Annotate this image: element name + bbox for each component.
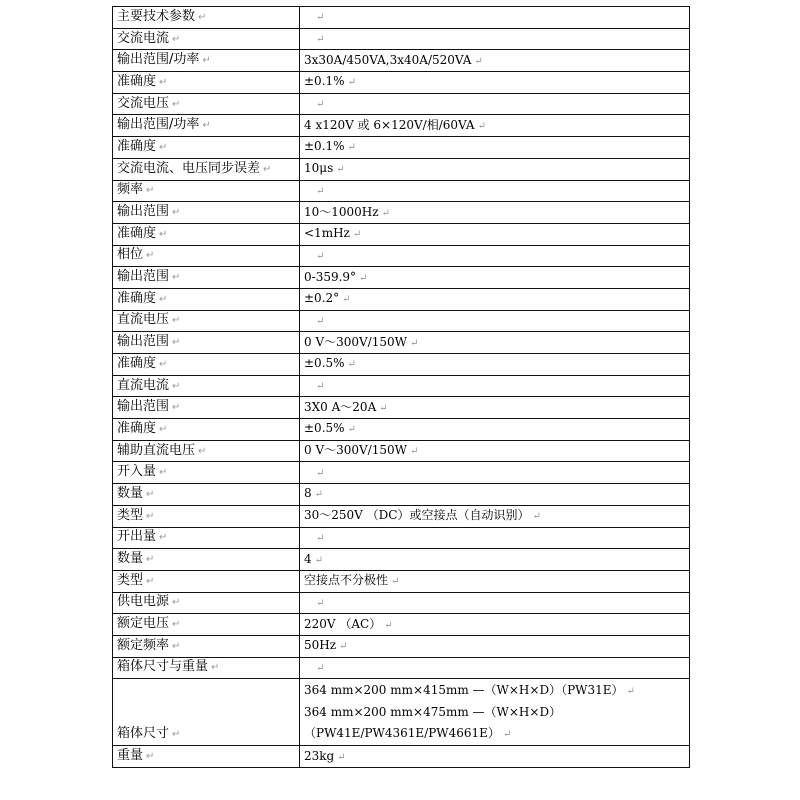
spec-row xyxy=(113,505,690,527)
spec-label-cell xyxy=(113,354,300,376)
spec-label-cell xyxy=(113,484,300,506)
spec-row xyxy=(113,202,690,224)
paragraph-mark-icon: ↵ xyxy=(626,685,635,697)
spec-label-cell xyxy=(113,419,300,441)
spec-value-cell xyxy=(300,28,690,50)
paragraph-mark-icon: ↵ xyxy=(172,337,181,349)
paragraph-mark-icon: ↵ xyxy=(159,532,168,544)
spec-row xyxy=(113,592,690,614)
spec-label: 类型 xyxy=(117,572,144,588)
spec-label-cell xyxy=(113,570,300,592)
paragraph-mark-icon: ↵ xyxy=(316,185,325,197)
paragraph-mark-icon: ↵ xyxy=(146,510,155,522)
spec-label: 输出范围/功率 xyxy=(117,117,200,133)
spec-label-cell xyxy=(113,245,300,267)
paragraph-mark-icon: ↵ xyxy=(339,641,348,653)
spec-label-cell xyxy=(113,50,300,72)
spec-value: 3X0 A～20A xyxy=(304,399,377,414)
spec-row xyxy=(113,223,690,245)
spec-row xyxy=(113,462,690,484)
spec-table xyxy=(112,6,690,768)
spec-value-cell xyxy=(300,93,690,115)
spec-row xyxy=(113,50,690,72)
spec-value-cell xyxy=(300,484,690,506)
spec-row xyxy=(113,354,690,376)
paragraph-mark-icon: ↵ xyxy=(502,728,512,740)
spec-value-cell xyxy=(300,505,690,527)
dimension-text: 364 mm×200 mm×475mm —（W×H×D） xyxy=(304,704,562,719)
spec-label-cell xyxy=(113,592,300,614)
paragraph-mark-icon: ↵ xyxy=(314,554,324,566)
spec-row xyxy=(113,440,690,462)
paragraph-mark-icon: ↵ xyxy=(384,619,393,631)
spec-row xyxy=(113,549,690,571)
paragraph-mark-icon: ↵ xyxy=(347,424,356,436)
spec-value-cell xyxy=(300,570,690,592)
paragraph-mark-icon: ↵ xyxy=(316,250,325,262)
spec-label-cell xyxy=(113,527,300,549)
spec-label: 准确度 xyxy=(117,138,157,154)
paragraph-mark-icon: ↵ xyxy=(211,662,220,674)
spec-label: 开出量 xyxy=(117,529,157,545)
spec-row xyxy=(113,7,690,29)
paragraph-mark-icon: ↵ xyxy=(316,467,325,479)
paragraph-mark-icon: ↵ xyxy=(172,98,181,110)
spec-value: 10μs xyxy=(304,161,334,176)
spec-value-cell xyxy=(300,397,690,419)
spec-label-cell xyxy=(113,614,300,636)
spec-value-cell xyxy=(300,592,690,614)
paragraph-mark-icon: ↵ xyxy=(146,751,155,763)
spec-value: 30～250V （DC）或空接点（自动识别） xyxy=(304,508,530,523)
paragraph-mark-icon: ↵ xyxy=(409,446,419,458)
spec-label: 额定电压 xyxy=(117,616,170,632)
spec-label-cell xyxy=(113,115,300,137)
paragraph-mark-icon: ↵ xyxy=(172,619,181,631)
spec-label-cell xyxy=(113,332,300,354)
spec-label: 准确度 xyxy=(117,73,157,89)
paragraph-mark-icon: ↵ xyxy=(146,250,155,262)
spec-label-cell xyxy=(113,158,300,180)
dimension-text: （PW41E/PW4361E/PW4661E） xyxy=(304,725,500,740)
spec-label-cell xyxy=(113,635,300,657)
spec-value-cell xyxy=(300,375,690,397)
spec-row xyxy=(113,614,690,636)
paragraph-mark-icon: ↵ xyxy=(359,272,368,284)
spec-row xyxy=(113,158,690,180)
spec-value-cell xyxy=(300,115,690,137)
spec-value: 220V （AC） xyxy=(304,616,382,631)
paragraph-mark-icon: ↵ xyxy=(172,729,181,741)
paragraph-mark-icon: ↵ xyxy=(263,163,272,175)
spec-label: 主要技术参数 xyxy=(117,8,196,24)
spec-value: 0 V～300V/150W xyxy=(304,334,407,349)
paragraph-mark-icon: ↵ xyxy=(172,597,181,609)
paragraph-mark-icon: ↵ xyxy=(172,380,181,392)
spec-label: 开入量 xyxy=(117,464,157,480)
paragraph-mark-icon: ↵ xyxy=(172,402,181,414)
spec-row xyxy=(113,267,690,289)
paragraph-mark-icon: ↵ xyxy=(172,33,181,45)
spec-row xyxy=(113,635,690,657)
spec-value: 8 xyxy=(304,486,312,501)
spec-label: 箱体尺寸 xyxy=(117,726,170,742)
spec-row xyxy=(113,657,690,679)
spec-label: 准确度 xyxy=(117,420,157,436)
paragraph-mark-icon: ↵ xyxy=(474,55,483,67)
spec-label: 数量 xyxy=(117,485,144,501)
spec-value-cell xyxy=(300,679,690,746)
dimension-line xyxy=(304,680,689,702)
spec-label-cell xyxy=(113,310,300,332)
dimension-line xyxy=(304,723,689,745)
spec-label-cell xyxy=(113,657,300,679)
spec-row xyxy=(113,288,690,310)
paragraph-mark-icon: ↵ xyxy=(159,76,168,88)
paragraph-mark-icon: ↵ xyxy=(314,489,324,501)
spec-row xyxy=(113,72,690,94)
spec-value: 4 xyxy=(304,551,312,566)
spec-value: ±0.5% xyxy=(304,356,345,371)
spec-value-cell xyxy=(300,310,690,332)
paragraph-mark-icon: ↵ xyxy=(379,402,388,414)
spec-label-cell xyxy=(113,375,300,397)
spec-label-cell xyxy=(113,28,300,50)
spec-label: 输出范围 xyxy=(117,334,170,350)
spec-value-cell xyxy=(300,657,690,679)
spec-label-cell xyxy=(113,93,300,115)
spec-row xyxy=(113,310,690,332)
spec-value-cell xyxy=(300,137,690,159)
paragraph-mark-icon: ↵ xyxy=(146,488,155,500)
spec-row xyxy=(113,375,690,397)
spec-label: 供电电源 xyxy=(117,594,170,610)
paragraph-mark-icon: ↵ xyxy=(342,294,351,306)
spec-value-cell xyxy=(300,549,690,571)
spec-row xyxy=(113,137,690,159)
spec-label-cell xyxy=(113,679,300,746)
spec-label-cell xyxy=(113,180,300,202)
paragraph-mark-icon: ↵ xyxy=(146,554,155,566)
paragraph-mark-icon: ↵ xyxy=(409,337,419,349)
spec-row xyxy=(113,397,690,419)
spec-label: 输出范围 xyxy=(117,204,170,220)
dimension-line xyxy=(304,702,689,723)
paragraph-mark-icon: ↵ xyxy=(172,315,181,327)
paragraph-mark-icon: ↵ xyxy=(316,12,325,24)
paragraph-mark-icon: ↵ xyxy=(347,359,356,371)
spec-label: 重量 xyxy=(117,748,144,764)
paragraph-mark-icon: ↵ xyxy=(336,164,345,176)
spec-label: 交流电流、电压同步误差 xyxy=(117,160,261,176)
paragraph-mark-icon: ↵ xyxy=(532,511,541,523)
spec-value-cell xyxy=(300,50,690,72)
spec-value-cell xyxy=(300,288,690,310)
spec-value-cell xyxy=(300,72,690,94)
spec-row xyxy=(113,419,690,441)
spec-label-cell xyxy=(113,505,300,527)
paragraph-mark-icon: ↵ xyxy=(347,77,356,89)
spec-value-cell xyxy=(300,354,690,376)
spec-label: 输出范围 xyxy=(117,399,170,415)
spec-value: ±0.1% xyxy=(304,139,345,154)
spec-label: 交流电流 xyxy=(117,30,170,46)
spec-label: 交流电压 xyxy=(117,95,170,111)
paragraph-mark-icon: ↵ xyxy=(198,11,207,23)
spec-row xyxy=(113,245,690,267)
spec-value: 0 V～300V/150W xyxy=(304,443,407,458)
paragraph-mark-icon: ↵ xyxy=(337,751,346,763)
paragraph-mark-icon: ↵ xyxy=(159,467,168,479)
spec-label-cell xyxy=(113,440,300,462)
spec-row xyxy=(113,527,690,549)
paragraph-mark-icon: ↵ xyxy=(316,381,325,393)
spec-value-cell xyxy=(300,419,690,441)
spec-value: 3x30A/450VA,3x40A/520VA xyxy=(304,52,472,67)
paragraph-mark-icon: ↵ xyxy=(202,55,211,67)
spec-value: 10～1000Hz xyxy=(304,204,379,219)
spec-label: 额定频率 xyxy=(117,637,170,653)
spec-label: 辅助直流电压 xyxy=(117,442,196,458)
spec-value-cell xyxy=(300,614,690,636)
spec-row xyxy=(113,180,690,202)
paragraph-mark-icon: ↵ xyxy=(316,532,325,544)
spec-table-body xyxy=(113,7,690,768)
spec-value: 50Hz xyxy=(304,638,337,653)
paragraph-mark-icon: ↵ xyxy=(159,228,168,240)
spec-label-cell xyxy=(113,223,300,245)
dimension-text: 364 mm×200 mm×415mm —（W×H×D）（PW31E） xyxy=(304,682,624,697)
spec-value-cell xyxy=(300,267,690,289)
paragraph-mark-icon: ↵ xyxy=(159,293,168,305)
spec-value-cell xyxy=(300,462,690,484)
paragraph-mark-icon: ↵ xyxy=(352,229,362,241)
spec-row xyxy=(113,115,690,137)
spec-label-cell xyxy=(113,72,300,94)
spec-value: <1mHz xyxy=(304,226,350,241)
spec-value: 0-359.9° xyxy=(304,269,357,284)
spec-row xyxy=(113,28,690,50)
spec-value-cell xyxy=(300,746,690,768)
paragraph-mark-icon: ↵ xyxy=(316,662,325,674)
spec-row-weight xyxy=(113,746,690,768)
paragraph-mark-icon: ↵ xyxy=(172,272,181,284)
spec-label: 直流电压 xyxy=(117,312,170,328)
spec-value-cell xyxy=(300,245,690,267)
spec-value: ±0.5% xyxy=(304,421,345,436)
paragraph-mark-icon: ↵ xyxy=(316,597,325,609)
spec-row xyxy=(113,484,690,506)
spec-label: 直流电流 xyxy=(117,377,170,393)
spec-value: 23kg xyxy=(304,748,335,763)
spec-label-cell xyxy=(113,397,300,419)
spec-row xyxy=(113,93,690,115)
spec-value: ±0.1% xyxy=(304,74,345,89)
paragraph-mark-icon: ↵ xyxy=(381,207,390,219)
spec-value-cell xyxy=(300,527,690,549)
spec-label-cell xyxy=(113,462,300,484)
spec-label: 频率 xyxy=(117,182,144,198)
spec-value: ±0.2° xyxy=(304,291,340,306)
paragraph-mark-icon: ↵ xyxy=(146,185,155,197)
spec-value-cell xyxy=(300,180,690,202)
paragraph-mark-icon: ↵ xyxy=(172,207,181,219)
paragraph-mark-icon: ↵ xyxy=(159,141,168,153)
paragraph-mark-icon: ↵ xyxy=(159,358,168,370)
spec-label: 准确度 xyxy=(117,290,157,306)
spec-label-cell xyxy=(113,746,300,768)
spec-label: 准确度 xyxy=(117,225,157,241)
spec-value-cell xyxy=(300,202,690,224)
spec-label-cell xyxy=(113,549,300,571)
spec-row xyxy=(113,570,690,592)
spec-value-cell xyxy=(300,635,690,657)
spec-label-cell xyxy=(113,288,300,310)
spec-value: 空接点不分极性 xyxy=(304,573,389,588)
paragraph-mark-icon: ↵ xyxy=(159,423,168,435)
paragraph-mark-icon: ↵ xyxy=(316,315,325,327)
paragraph-mark-icon: ↵ xyxy=(202,120,211,132)
paragraph-mark-icon: ↵ xyxy=(146,575,155,587)
spec-value-cell xyxy=(300,7,690,29)
spec-label: 数量 xyxy=(117,551,144,567)
paragraph-mark-icon: ↵ xyxy=(316,99,325,111)
spec-label: 输出范围 xyxy=(117,269,170,285)
spec-label-cell xyxy=(113,7,300,29)
spec-label: 输出范围/功率 xyxy=(117,52,200,68)
spec-value-cell xyxy=(300,332,690,354)
paragraph-mark-icon: ↵ xyxy=(172,640,181,652)
spec-value: 4 x120V 或 6×120V/相/60VA xyxy=(304,117,475,132)
spec-row xyxy=(113,332,690,354)
paragraph-mark-icon: ↵ xyxy=(477,120,486,132)
spec-label-cell xyxy=(113,137,300,159)
paragraph-mark-icon: ↵ xyxy=(198,445,207,457)
spec-label: 箱体尺寸与重量 xyxy=(117,659,209,675)
spec-label-cell xyxy=(113,202,300,224)
spec-label: 类型 xyxy=(117,507,144,523)
spec-value-cell xyxy=(300,223,690,245)
paragraph-mark-icon: ↵ xyxy=(391,576,400,588)
paragraph-mark-icon: ↵ xyxy=(316,34,325,46)
spec-row-dimensions xyxy=(113,679,690,746)
spec-label-cell xyxy=(113,267,300,289)
paragraph-mark-icon: ↵ xyxy=(347,142,356,154)
spec-value-cell xyxy=(300,440,690,462)
spec-label: 准确度 xyxy=(117,355,157,371)
spec-label: 相位 xyxy=(117,247,144,263)
spec-value-cell xyxy=(300,158,690,180)
